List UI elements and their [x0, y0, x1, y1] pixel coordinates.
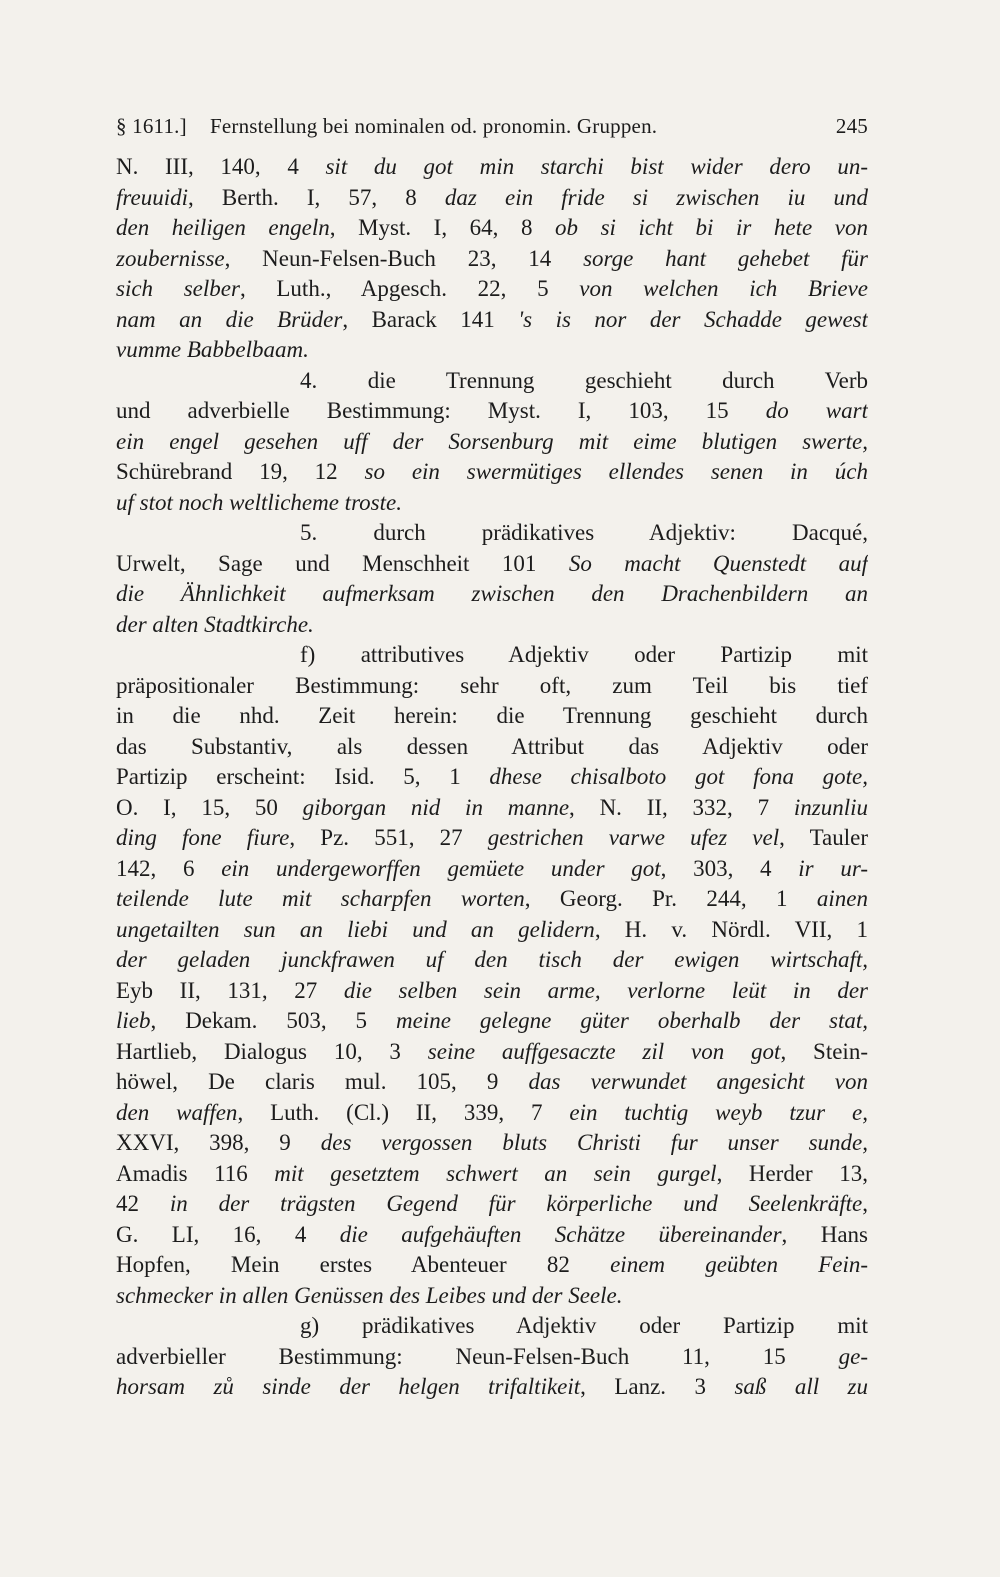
text-line	[116, 1250, 868, 1281]
italic-quotation: lieb	[116, 1008, 151, 1033]
italic-quotation: sorge hant gehebet für	[583, 245, 868, 271]
body-text	[116, 152, 868, 1403]
text-line	[116, 671, 868, 702]
italic-quotation: ein engel gesehen uff der Sorsenburg mit eime blutigen swerte,	[116, 428, 868, 454]
citation-text: 142, 6	[116, 855, 222, 881]
citation-text: G. LI, 16, 4	[116, 1221, 340, 1247]
citation-text: 5. durch prädikatives Adjektiv: Dacqué,	[300, 520, 868, 545]
italic-quotation: ein tuchtig weyb tzur e,	[569, 1099, 868, 1125]
citation-text: 42	[116, 1191, 170, 1216]
citation-text: XXVI, 398, 9	[116, 1130, 321, 1155]
italic-quotation: ding fone fiure	[116, 825, 290, 850]
italic-quotation: die selben sein arme, verlorne leüt in der	[343, 977, 868, 1003]
citation-text: , N. II, 332, 7	[569, 794, 794, 820]
italic-quotation: gestrichen varwe ufez vel	[487, 825, 780, 850]
paragraph-start-line	[116, 518, 868, 549]
italic-quotation: seine auffgesaczte zil von got	[427, 1038, 781, 1064]
citation-text: ,	[862, 1191, 868, 1216]
running-header	[116, 114, 868, 144]
italic-quotation: sich selber	[116, 276, 240, 301]
citation-text: Urwelt, Sage und Menschheit 101	[116, 550, 569, 576]
italic-quotation: zoubernisse	[116, 245, 225, 271]
citation-text: g) prädikatives Adjektiv oder Partizip mit	[300, 1313, 868, 1338]
text-line	[116, 610, 868, 641]
text-line	[116, 1342, 868, 1373]
text-line	[116, 1281, 868, 1312]
text-line	[116, 1220, 868, 1251]
text-line	[116, 1006, 868, 1037]
italic-quotation: meine gelegne güter oberhalb der stat,	[395, 1008, 868, 1033]
citation-text: präpositionaler Bestimmung: sehr oft, zum Teil bis tief	[116, 672, 868, 698]
citation-text: O. I, 15, 50	[116, 794, 303, 820]
text-line	[116, 976, 868, 1007]
italic-quotation: uf stot noch weltlicheme troste.	[116, 489, 402, 515]
italic-quotation: vumme Babbelbaam.	[116, 337, 309, 362]
citation-text: , Lanz. 3	[580, 1374, 735, 1399]
italic-quotation: das verwundet angesicht von	[528, 1069, 868, 1094]
text-line	[116, 884, 868, 915]
header-title: Fernstellung bei nominalen od. pronomin. Gruppen.	[210, 114, 658, 138]
citation-text: , Hans	[781, 1221, 868, 1247]
text-line	[116, 457, 868, 488]
italic-quotation: den waffen	[116, 1099, 238, 1125]
italic-quotation: do wart	[765, 398, 868, 423]
paragraph-start-line	[116, 366, 868, 397]
italic-quotation: ge-	[838, 1343, 868, 1369]
text-line	[116, 1128, 868, 1159]
citation-text: Hartlieb, Dialogus 10, 3	[116, 1038, 428, 1064]
citation-text: , Georg. Pr. 244, 1	[524, 886, 817, 911]
italic-quotation: 's is nor der Schadde gewest	[518, 306, 868, 332]
text-line	[116, 1159, 868, 1190]
italic-quotation: freuuidi	[116, 184, 188, 210]
text-line	[116, 549, 868, 580]
text-line	[116, 274, 868, 305]
citation-text: 4. die Trennung geschieht durch Verb	[300, 367, 868, 393]
text-line	[116, 732, 868, 763]
citation-text: , Barack 141	[342, 306, 519, 332]
citation-text: , H. v. Nördl. VII, 1	[594, 916, 868, 942]
text-line	[116, 1067, 868, 1098]
italic-quotation: giborgan nid in manne	[302, 794, 570, 820]
italic-quotation: der alten Stadtkirche.	[116, 611, 314, 637]
text-line	[116, 183, 868, 214]
page-number: 245	[835, 114, 868, 138]
citation-text: , 303, 4	[660, 855, 799, 881]
citation-text: , Dekam. 503, 5	[150, 1008, 396, 1033]
italic-quotation: sit du got min starchi bist wider dero un-	[325, 154, 868, 179]
text-line	[116, 1189, 868, 1220]
italic-quotation: daz ein fride si zwischen iu und	[444, 184, 868, 210]
text-line	[116, 488, 868, 519]
text-line	[116, 793, 868, 824]
text-line	[116, 213, 868, 244]
text-line	[116, 335, 868, 366]
italic-quotation: ein undergeworffen gemüete under got	[221, 855, 661, 881]
italic-quotation: die aufgehäuften Schätze übereinander	[339, 1221, 782, 1247]
citation-text: , Berth. I, 57, 8	[187, 184, 445, 210]
italic-quotation: dhese chisalboto got fona gote,	[489, 764, 868, 789]
text-line	[116, 244, 868, 275]
italic-quotation: inzunliu	[793, 794, 868, 820]
citation-text: Hopfen, Mein erstes Abenteuer 82	[116, 1252, 611, 1277]
citation-text: , Myst. I, 64, 8	[329, 215, 556, 240]
citation-text: f) attributives Adjektiv oder Partizip mit	[300, 642, 868, 667]
text-line	[116, 915, 868, 946]
text-line	[116, 1372, 868, 1403]
text-line	[116, 305, 868, 336]
italic-quotation: ob si icht bi ir hete von	[555, 215, 868, 240]
italic-quotation: So macht Quenstedt auf	[568, 550, 868, 576]
text-line	[116, 945, 868, 976]
citation-text: , Herder 13,	[716, 1160, 868, 1186]
text-line	[116, 854, 868, 885]
italic-quotation: horsam zů sinde der helgen trifaltikeit	[116, 1374, 581, 1399]
text-line	[116, 762, 868, 793]
citation-text: N. III, 140, 4	[116, 154, 326, 179]
italic-quotation: mit gesetztem schwert an sein gurgel	[274, 1160, 717, 1186]
text-line	[116, 579, 868, 610]
italic-quotation: von welchen ich Brieve	[579, 276, 868, 301]
text-line	[116, 701, 868, 732]
paragraph-start-line	[116, 1311, 868, 1342]
citation-text: , Luth. (Cl.) II, 339, 7	[237, 1099, 570, 1125]
citation-text: Partizip erscheint: Isid. 5, 1	[116, 764, 490, 789]
italic-quotation: die Ähnlichkeit aufmerksam zwischen den Drachenbildern an	[116, 581, 868, 606]
text-line	[116, 396, 868, 427]
text-line	[116, 1098, 868, 1129]
citation-text: , Luth., Apgesch. 22, 5	[239, 276, 580, 301]
text-line	[116, 823, 868, 854]
citation-text: Eyb II, 131, 27	[116, 977, 344, 1003]
italic-quotation: ir ur-	[798, 855, 868, 881]
citation-text: höwel, De claris mul. 105, 9	[116, 1069, 529, 1094]
citation-text: , Pz. 551, 27	[289, 825, 488, 850]
italic-quotation: schmecker in allen Genüssen des Leibes und der Seele.	[116, 1282, 623, 1308]
citation-text: das Substantiv, als dessen Attribut das Adjektiv oder	[116, 733, 868, 759]
citation-text: in die nhd. Zeit herein: die Trennung geschieht durch	[116, 703, 868, 728]
text-line	[116, 427, 868, 458]
italic-quotation: ainen	[816, 886, 868, 911]
citation-text: adverbieller Bestimmung: Neun-Felsen-Buch 11, 15	[116, 1343, 839, 1369]
citation-text: , Neun-Felsen-Buch 23, 14	[224, 245, 584, 271]
citation-text: und adverbielle Bestimmung: Myst. I, 103, 15	[116, 398, 766, 423]
citation-text: Amadis 116	[116, 1160, 275, 1186]
italic-quotation: nam an die Brüder	[116, 306, 343, 332]
italic-quotation: teilende lute mit scharpfen worten	[116, 886, 525, 911]
italic-quotation: so ein swermütiges ellendes senen in úch	[364, 459, 868, 484]
text-line	[116, 152, 868, 183]
paragraph-start-line	[116, 640, 868, 671]
citation-text: Schürebrand 19, 12	[116, 459, 365, 484]
text-line	[116, 1037, 868, 1068]
italic-quotation: in der trägsten Gegend für körperliche und Seelenkräfte	[169, 1191, 863, 1216]
section-reference: § 1611.]	[116, 114, 187, 138]
citation-text: , Tauler	[779, 825, 868, 850]
italic-quotation: saß all zu	[734, 1374, 868, 1399]
italic-quotation: des vergossen bluts Christi fur unser sunde,	[320, 1130, 868, 1155]
italic-quotation: ungetailten sun an liebi und an gelidern	[116, 916, 595, 942]
italic-quotation: einem geübten Fein-	[610, 1252, 868, 1277]
citation-text: , Stein-	[780, 1038, 868, 1064]
italic-quotation: der geladen junckfrawen uf den tisch der ewigen wirtschaft,	[116, 947, 868, 972]
italic-quotation: den heiligen engeln	[116, 215, 330, 240]
